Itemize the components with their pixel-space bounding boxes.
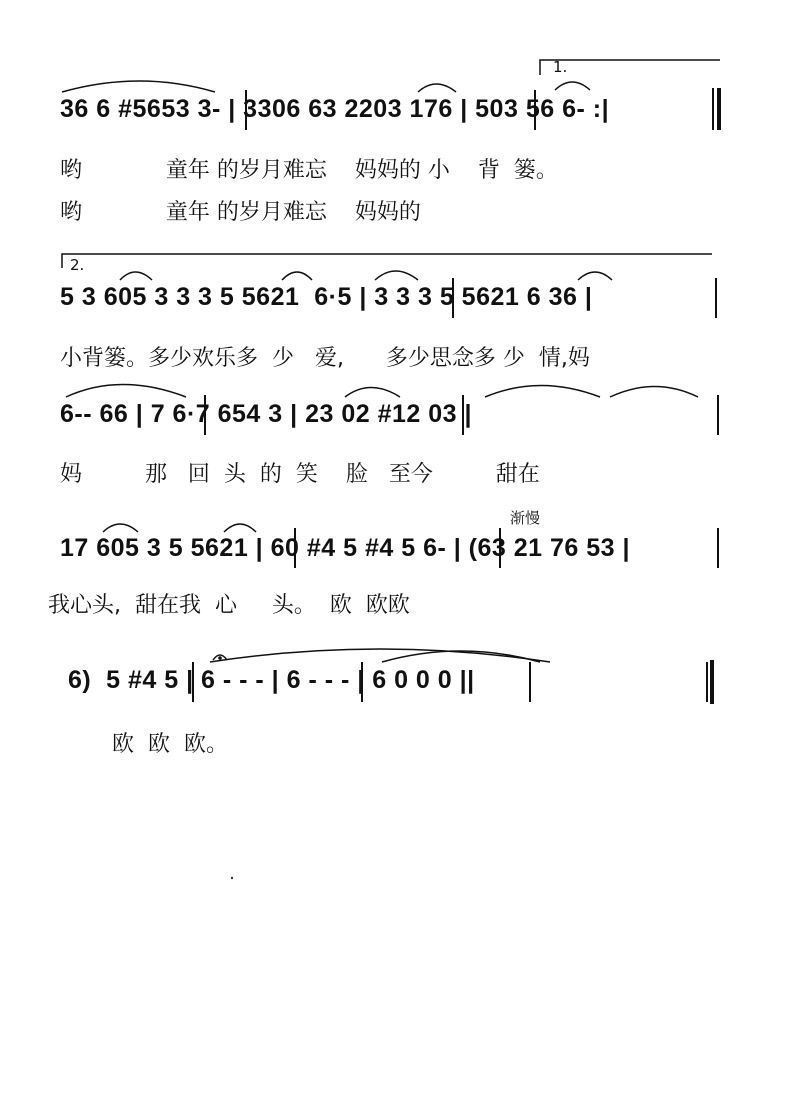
- lyrics-line-1a: 哟 童年 的岁月难忘 妈妈的 小 背 篓。: [60, 158, 558, 183]
- volta-1-label: 1.: [553, 58, 568, 76]
- slur: [345, 388, 400, 398]
- slur: [62, 81, 215, 92]
- slur: [418, 84, 456, 92]
- notation-line-2: 5 3 605 3 3 3 5 5621 6·5 | 3 3 3 5 5621 6 36 |: [60, 283, 593, 311]
- slur: [120, 272, 152, 280]
- volta-1-bracket: [540, 60, 720, 75]
- slur: [66, 385, 186, 398]
- slur: [103, 524, 138, 532]
- lyrics-line-2: 小背篓。多少欢乐多 少 爱, 多少思念多 少 情,妈: [60, 346, 590, 371]
- slur: [578, 272, 612, 280]
- slur: [375, 271, 418, 280]
- slur: [610, 387, 698, 398]
- slur: [224, 524, 256, 532]
- tempo-marking: 渐慢: [510, 509, 541, 527]
- notation-line-1: 36 6 #5653 3- | 3306 63 2203 176 | 503 56 6- :|: [60, 95, 610, 123]
- lyrics-line-3: 妈 那 回 头 的 笑 脸 至今 甜在: [60, 462, 540, 487]
- slur: [555, 82, 590, 90]
- notation-line-4: 17 605 3 5 5621 | 60 #4 5 #4 5 6- | (63 21 76 53 |: [60, 534, 631, 562]
- slur: [210, 649, 550, 662]
- lyrics-line-5: 欧 欧 欧。: [112, 732, 228, 757]
- lyrics-line-1b: 哟 童年 的岁月难忘 妈妈的: [60, 200, 421, 225]
- slur: [282, 272, 312, 280]
- slur: [485, 386, 600, 398]
- volta-2-bracket: [62, 254, 712, 268]
- lyrics-line-4: 我心头, 甜在我 心 头。 欧 欧欧: [48, 593, 410, 618]
- notation-line-3: 6-- 66 | 7 6·7 654 3 | 23 02 #12 03 |: [60, 400, 472, 428]
- notation-line-5: 6) 5 #4 5 | 6 - - - | 6 - - - | 6 0 0 0 ||: [68, 666, 475, 694]
- volta-2-label: 2.: [70, 256, 85, 274]
